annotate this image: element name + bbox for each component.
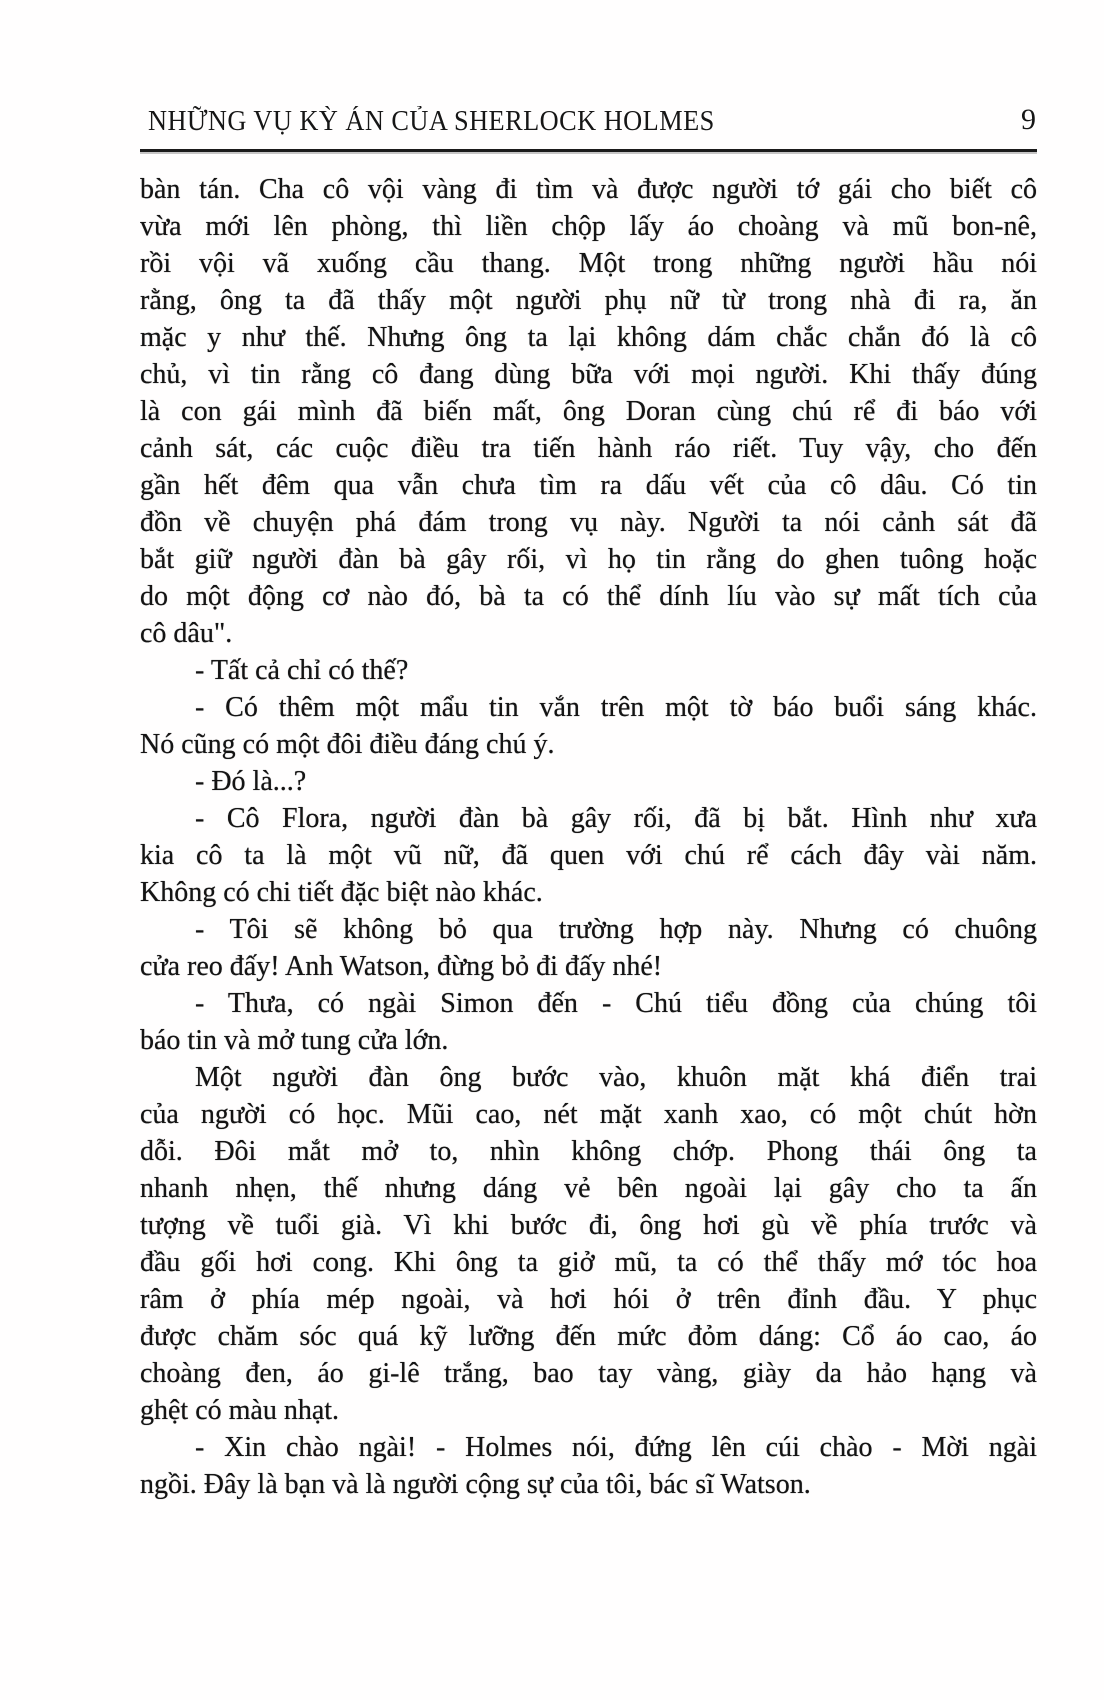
text-line: bàn tán. Cha cô vội vàng đi tìm và được người tớ gái cho biết cô xyxy=(140,174,1037,205)
text-line: Một người đàn ông bước vào, khuôn mặt khá điển trai xyxy=(195,1062,1037,1093)
text-line: đầu gối hơi cong. Khi ông ta giở mũ, ta có thể thấy mớ tóc hoa xyxy=(140,1247,1037,1278)
text-line: bắt giữ người đàn bà gây rối, vì họ tin rằng do ghen tuông hoặc xyxy=(140,544,1037,575)
page-number: 9 xyxy=(1021,103,1036,136)
text-line: - Cô Flora, người đàn bà gây rối, đã bị bắt. Hình như xưa xyxy=(195,803,1037,834)
text-line: mặc y như thế. Nhưng ông ta lại không dám chắc chắn đó là cô xyxy=(140,322,1037,353)
text-line: nhanh nhẹn, thế nhưng dáng vẻ bên ngoài lại gây cho ta ấn xyxy=(140,1173,1037,1204)
text-line: - Đó là...? xyxy=(195,766,307,797)
text-line: rồi vội vã xuống cầu thang. Một trong những người hầu nói xyxy=(140,248,1037,279)
text-line: cô dâu". xyxy=(140,618,233,649)
text-line: được chăm sóc quá kỹ lưỡng đến mức đỏm dáng: Cổ áo cao, áo xyxy=(140,1321,1037,1352)
text-line: Nó cũng có một đôi điều đáng chú ý. xyxy=(140,729,555,760)
text-line: ghệt có màu nhạt. xyxy=(140,1395,340,1426)
text-line: chủ, vì tin rằng cô đang dùng bữa với mọi người. Khi thấy đúng xyxy=(140,359,1037,390)
text-line: dỗi. Đôi mắt mở to, nhìn không chớp. Phong thái ông ta xyxy=(140,1136,1037,1167)
text-line: Không có chi tiết đặc biệt nào khác. xyxy=(140,877,543,908)
header-rule xyxy=(140,149,1037,152)
running-header-title: NHỮNG VỤ KỲ ÁN CỦA SHERLOCK HOLMES xyxy=(148,106,715,137)
text-line: gần hết đêm qua vẫn chưa tìm ra dấu vết của cô dâu. Có tin xyxy=(140,470,1037,501)
text-line: - Có thêm một mẩu tin vắn trên một tờ báo buổi sáng khác. xyxy=(195,692,1037,723)
text-line: - Tất cả chỉ có thế? xyxy=(195,655,409,686)
text-line: của người có học. Mũi cao, nét mặt xanh xao, có một chút hờn xyxy=(140,1099,1037,1130)
text-line: báo tin và mở tung cửa lớn. xyxy=(140,1025,449,1056)
text-line: - Xin chào ngài! - Holmes nói, đứng lên cúi chào - Mời ngài xyxy=(195,1432,1037,1463)
text-line: ngồi. Đây là bạn và là người cộng sự của tôi, bác sĩ Watson. xyxy=(140,1469,811,1500)
text-line: cửa reo đấy! Anh Watson, đừng bỏ đi đấy nhé! xyxy=(140,951,663,982)
text-line: râm ở phía mép ngoài, và hơi hói ở trên đỉnh đầu. Y phục xyxy=(140,1284,1037,1315)
text-line: - Thưa, có ngài Simon đến - Chú tiểu đồng của chúng tôi xyxy=(195,988,1037,1019)
text-line: kia cô ta là một vũ nữ, đã quen với chú rể cách đây vài năm. xyxy=(140,840,1037,871)
text-line: là con gái mình đã biến mất, ông Doran cùng chú rể đi báo với xyxy=(140,396,1037,427)
text-line: đồn về chuyện phá đám trong vụ này. Người ta nói cảnh sát đã xyxy=(140,507,1037,538)
text-line: cảnh sát, các cuộc điều tra tiến hành ráo riết. Tuy vậy, cho đến xyxy=(140,433,1037,464)
text-line: rằng, ông ta đã thấy một người phụ nữ từ trong nhà đi ra, ăn xyxy=(140,285,1037,316)
body-text xyxy=(140,171,1037,1503)
text-line: tượng về tuổi già. Vì khi bước đi, ông hơi gù về phía trước và xyxy=(140,1210,1037,1241)
text-line: choàng đen, áo gi-lê trắng, bao tay vàng, giày da hảo hạng và xyxy=(140,1358,1037,1389)
text-line: - Tôi sẽ không bỏ qua trường hợp này. Nhưng có chuông xyxy=(195,914,1037,945)
text-line: do một động cơ nào đó, bà ta có thể dính líu vào sự mất tích của xyxy=(140,581,1037,612)
text-line: vừa mới lên phòng, thì liền chộp lấy áo choàng và mũ bon-nê, xyxy=(140,211,1037,242)
